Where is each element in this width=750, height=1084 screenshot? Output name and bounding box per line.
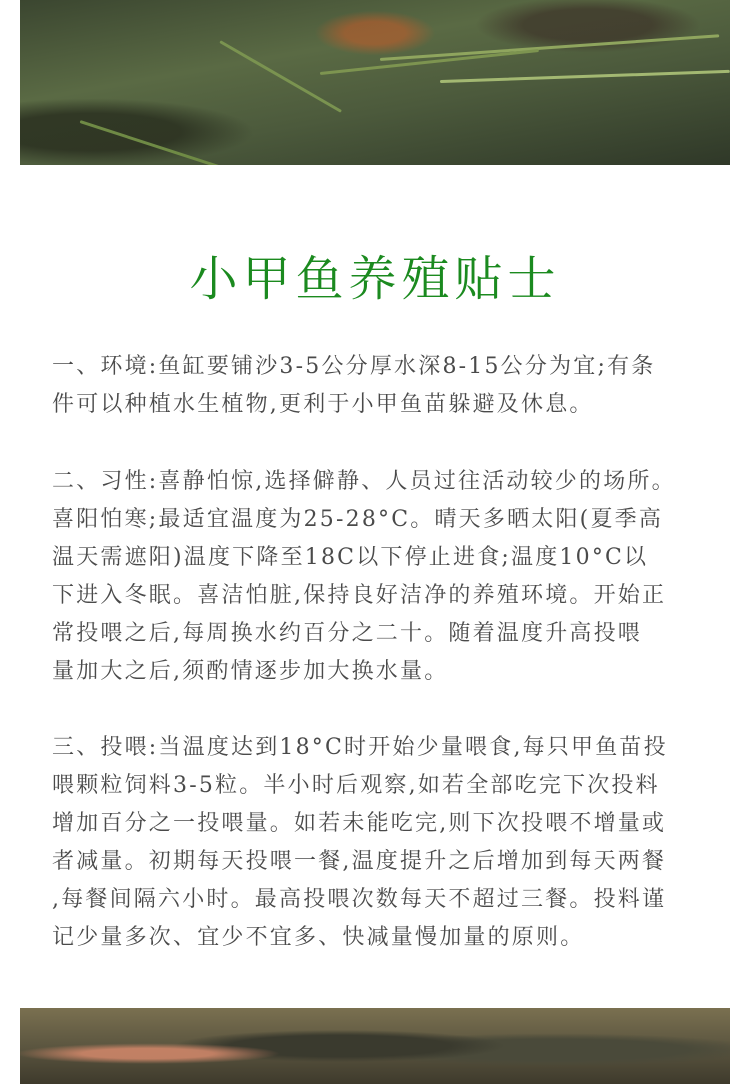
text-line: 常投喂之后,每周换水约百分之二十。随着温度升高投喂 [52,621,642,646]
text-line: 下进入冬眠。喜洁怕脏,保持良好洁净的养殖环境。开始正 [52,583,667,608]
top-photo-aquatic-plants [20,0,730,165]
text-line: 温天需遮阳)温度下降至18C以下停止进食;温度10°C以 [52,545,649,570]
text-line: 增加百分之一投喂量。如若未能吃完,则下次投喂不增量或 [52,811,667,836]
text-line: ,每餐间隔六小时。最高投喂次数每天不超过三餐。投料谨 [52,887,667,912]
text-line: 喂颗粒饲料3-5粒。半小时后观察,如若全部吃完下次投料 [52,773,660,798]
text-line: 二、习性:喜静怕惊,选择僻静、人员过往活动较少的场所。 [52,469,676,494]
paragraph-habits [52,463,722,691]
text-line: 喜阳怕寒;最适宜温度为25-28°C。晴天多晒太阳(夏季高 [52,507,664,532]
text-line: 量加大之后,须酌情逐步加大换水量。 [52,659,449,684]
paragraph-environment [52,348,722,424]
page-title: 小甲鱼养殖贴士 [189,251,561,307]
text-line: 者减量。初期每天投喂一餐,温度提升之后增加到每天两餐 [52,849,667,874]
bottom-photo-turtles [20,1008,730,1084]
paragraph-feeding [52,729,722,957]
text-line: 一、环境:鱼缸要铺沙3-5公分厚水深8-15公分为宜;有条 [52,354,656,379]
text-line: 记少量多次、宜少不宜多、快减量慢加量的原则。 [52,925,585,950]
text-line: 三、投喂:当温度达到18°C时开始少量喂食,每只甲鱼苗投 [52,735,668,760]
text-line: 件可以种植水生植物,更利于小甲鱼苗躲避及休息。 [52,392,594,417]
